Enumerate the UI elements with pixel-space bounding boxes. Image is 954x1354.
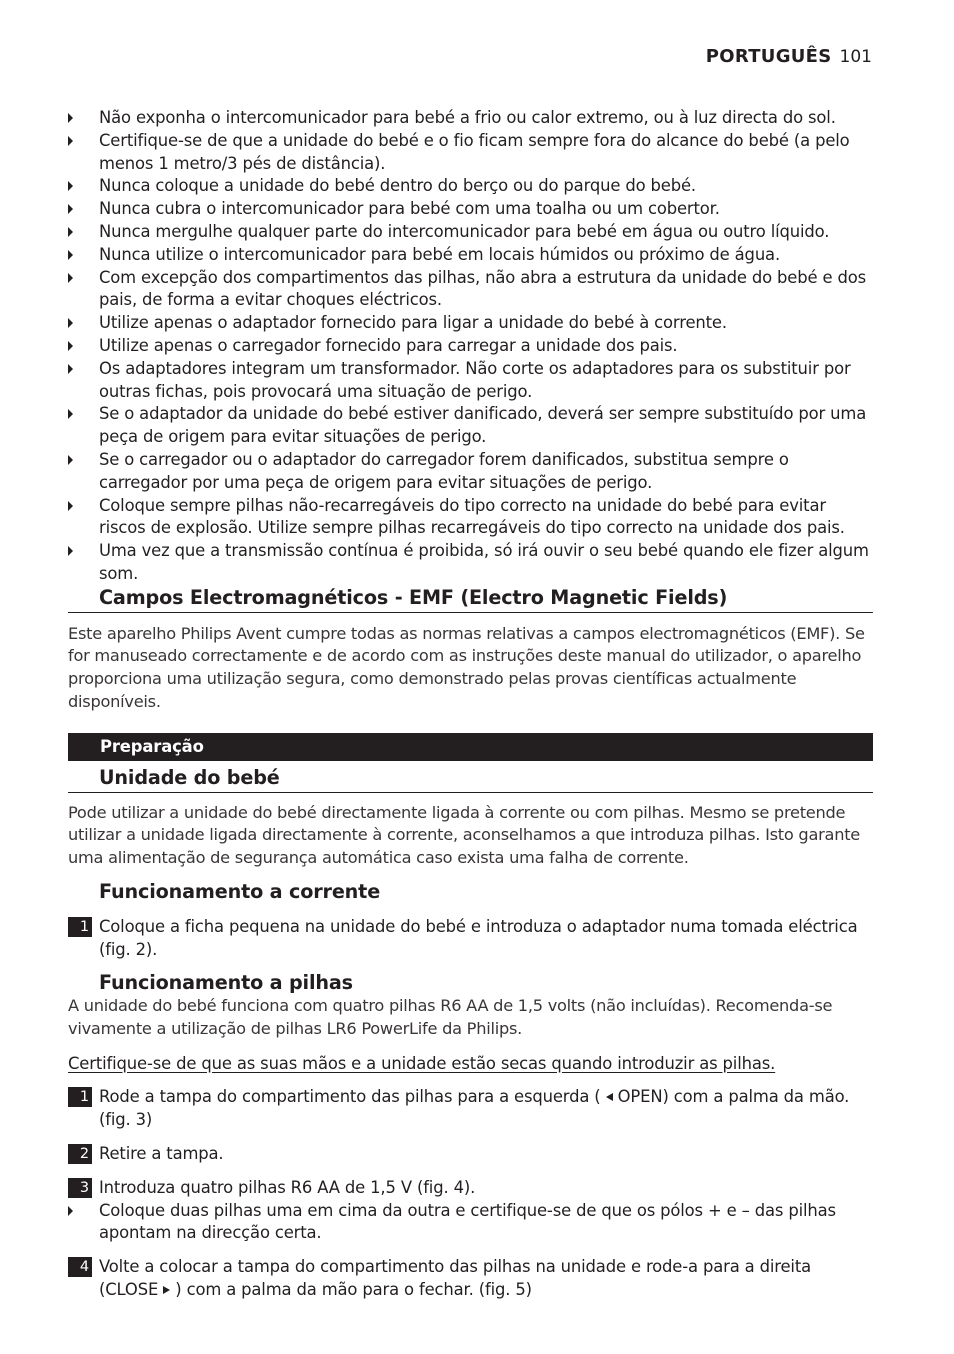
list-item <box>68 198 873 221</box>
list-item <box>68 358 873 404</box>
close-arrow-icon <box>163 1286 170 1294</box>
list-item <box>68 221 873 244</box>
step-item <box>68 1256 873 1302</box>
warnings-list <box>68 107 873 586</box>
list-item-text: Utilize apenas o carregador fornecido para carregar a unidade dos pais. <box>99 335 678 355</box>
list-item-text: Os adaptadores integram um transformador. Não corte os adaptadores para os substituir por outras fichas, pois provocará uma situação de perigo. <box>99 358 851 401</box>
step-text: Rode a tampa do compartimento das pilhas para a esquerda ( <box>99 1087 601 1107</box>
baby-unit-heading: Unidade do bebé <box>68 767 873 793</box>
list-item <box>68 403 873 449</box>
step-item <box>68 1143 873 1166</box>
list-item <box>68 130 873 176</box>
language-label: PORTUGUÊS <box>705 46 832 67</box>
bullet-icon <box>68 546 73 556</box>
list-item-text: Nunca utilize o intercomunicador para bebé em locais húmidos ou próximo de água. <box>99 244 781 264</box>
list-item <box>68 267 873 313</box>
step-item <box>68 916 873 962</box>
bullet-icon <box>68 364 73 374</box>
list-item <box>68 175 873 198</box>
open-arrow-icon <box>606 1093 613 1101</box>
list-item-text: Se o adaptador da unidade do bebé estiver danificado, deverá ser sempre substituído por uma peça de origem para evitar situações de perigo. <box>99 404 867 447</box>
list-item-text: Nunca coloque a unidade do bebé dentro do berço ou do parque do bebé. <box>99 176 696 196</box>
bullet-icon <box>68 455 73 465</box>
list-item-text: Nunca mergulhe qualquer parte do intercomunicador para bebé em água ou outro líquido. <box>99 221 830 241</box>
page-number: 101 <box>839 47 872 67</box>
list-item-text: Coloque sempre pilhas não-recarregáveis do tipo correcto na unidade do bebé para evitar riscos de explosão. Utilize sempre pilhas recarregáveis do tipo correcto na unidade dos pais. <box>99 495 845 538</box>
bullet-icon <box>68 250 73 260</box>
battery-note: Certifique-se de que as suas mãos e a unidade estão secas quando introduzir as pilhas. <box>68 1053 776 1073</box>
bullet-icon <box>68 204 73 214</box>
list-item <box>68 335 873 358</box>
bullet-icon <box>68 318 73 328</box>
baby-unit-body: Pode utilizar a unidade do bebé directamente ligada à corrente ou com pilhas. Mesmo se pretende utilizar a unidade ligada directamente à corrente, aconselhamos a que introduza pilhas. Isto garante uma alimentação de segurança automática caso exista uma falha de corrente. <box>68 802 861 868</box>
step-text: Retire a tampa. <box>99 1144 224 1164</box>
list-item <box>68 312 873 335</box>
emf-body: Este aparelho Philips Avent cumpre todas as normas relativas a campos electromagnéticos (EMF). Se for manuseado correctamente e de acordo com as instruções deste manual do utilizador, o aparelho proporciona uma utilização segura, como demonstrado pelas provas científicas actualmente disponíveis. <box>68 623 865 711</box>
emf-heading: Campos Electromagnéticos - EMF (Electro Magnetic Fields) <box>68 587 873 613</box>
step-text: OPEN) com a palma da mão. (fig. 3) <box>99 1087 850 1130</box>
page-header <box>706 46 872 67</box>
bullet-icon <box>68 181 73 191</box>
step-3-notes <box>68 1200 873 1246</box>
list-item <box>68 244 873 267</box>
list-item-text: Utilize apenas o adaptador fornecido para ligar a unidade do bebé à corrente. <box>99 313 727 333</box>
bullet-icon <box>68 227 73 237</box>
bullet-icon <box>68 273 73 283</box>
step-number-badge: 3 <box>68 1178 92 1198</box>
step-text: Coloque a ficha pequena na unidade do bebé e introduza o adaptador numa tomada eléctrica (fig. 2). <box>99 916 858 959</box>
battery-body: A unidade do bebé funciona com quatro pilhas R6 AA de 1,5 volts (não incluídas). Recomenda-se vivamente a utilização de pilhas LR6 PowerLife da Philips. <box>68 996 833 1038</box>
bullet-icon <box>68 409 73 419</box>
bullet-icon <box>68 501 73 511</box>
step-item <box>68 1177 873 1200</box>
list-item-text: Com excepção dos compartimentos das pilhas, não abra a estrutura da unidade do bebé e dos pais, de forma a evitar choques eléctricos. <box>99 267 866 310</box>
page-content <box>68 107 873 1302</box>
mains-heading: Funcionamento a corrente <box>99 879 381 903</box>
step-number-badge: 2 <box>68 1144 92 1164</box>
step-number-badge: 1 <box>68 1087 92 1107</box>
list-item-text: Nunca cubra o intercomunicador para bebé com uma toalha ou um cobertor. <box>99 199 720 219</box>
bullet-icon <box>68 1206 73 1216</box>
list-item <box>68 540 873 586</box>
step-text: Introduza quatro pilhas R6 AA de 1,5 V (fig. 4). <box>99 1177 476 1197</box>
step-text: Volte a colocar a tampa do compartimento das pilhas na unidade e rode-a para a direita (CLOSE <box>99 1257 812 1300</box>
list-item <box>68 449 873 495</box>
bullet-icon <box>68 341 73 351</box>
step-item <box>68 1086 873 1132</box>
battery-heading: Funcionamento a pilhas <box>99 971 353 995</box>
step-number-badge: 4 <box>68 1257 92 1277</box>
list-item-text: Coloque duas pilhas uma em cima da outra e certifique-se de que os pólos + e – das pilhas apontam na direcção certa. <box>99 1200 836 1243</box>
list-item <box>68 495 873 541</box>
list-item-text: Se o carregador ou o adaptador do carregador forem danificados, substitua sempre o carregador por uma peça de origem para evitar situações de perigo. <box>99 449 789 492</box>
step-number-badge: 1 <box>68 917 92 937</box>
list-item <box>68 107 873 130</box>
list-item-text: Não exponha o intercomunicador para bebé a frio ou calor extremo, ou à luz directa do sol. <box>99 108 836 127</box>
list-item <box>68 1200 873 1246</box>
list-item-text: Certifique-se de que a unidade do bebé e o fio ficam sempre fora do alcance do bebé (a pelo menos 1 metro/3 pés de distância). <box>99 130 850 173</box>
section-title-preparation: Preparação <box>68 733 873 761</box>
list-item-text: Uma vez que a transmissão contínua é proibida, só irá ouvir o seu bebé quando ele fizer algum som. <box>99 541 869 583</box>
bullet-icon <box>68 136 73 146</box>
step-text: ) com a palma da mão para o fechar. (fig. 5) <box>175 1280 532 1300</box>
bullet-icon <box>68 113 73 123</box>
